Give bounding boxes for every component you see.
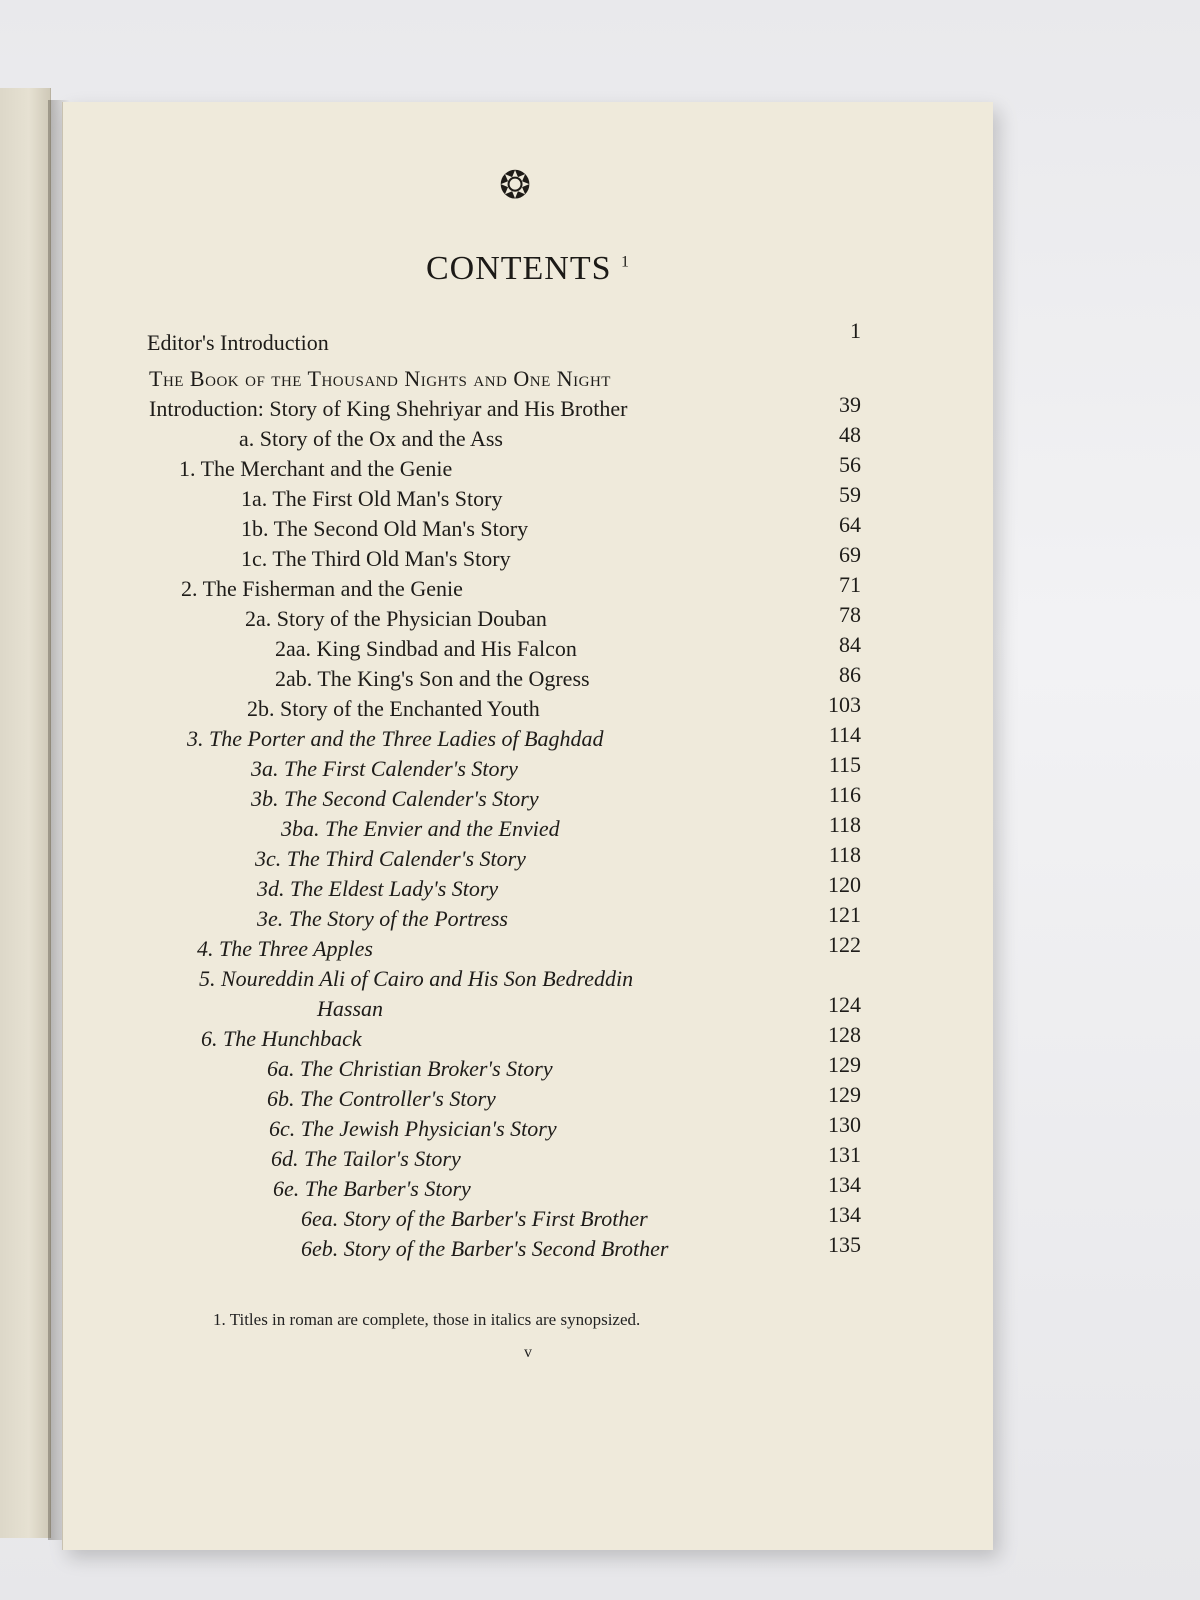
facing-page-edge (0, 88, 51, 1538)
entry-title: 3d. The Eldest Lady's Story (257, 876, 499, 901)
entry-page: 134 (828, 1172, 861, 1197)
entry-title: 2ab. The King's Son and the Ogress (275, 666, 590, 691)
entry-page: 118 (828, 842, 861, 867)
footnote: 1. Titles in roman are complete, those in italics are synopsized. (213, 1310, 641, 1329)
entry-title: 3ba. The Envier and the Envied (281, 816, 560, 841)
entry-page: 39 (839, 392, 861, 417)
entry-page: 134 (828, 1202, 861, 1227)
entry-title: 1a. The First Old Man's Story (241, 486, 503, 511)
entry-page: 130 (828, 1112, 861, 1137)
entry-page: 69 (839, 542, 861, 567)
entry-page: 59 (839, 482, 861, 507)
toc-entry (63, 932, 993, 966)
entry-title: 2b. Story of the Enchanted Youth (247, 696, 540, 721)
entry-page: 118 (828, 812, 861, 837)
entry-page: 131 (828, 1142, 861, 1167)
entry-page: 124 (828, 992, 861, 1017)
contents-page (62, 102, 993, 1550)
entry-title: 6c. The Jewish Physician's Story (269, 1116, 557, 1141)
toc-entry (63, 318, 993, 360)
entry-page: 128 (828, 1022, 861, 1047)
page-number: v (524, 1344, 532, 1361)
entry-page: 84 (839, 632, 861, 657)
entry-title: 6b. The Controller's Story (267, 1086, 496, 1111)
entry-title: 3c. The Third Calender's Story (255, 846, 526, 871)
entry-page: 129 (828, 1082, 861, 1107)
entry-page: 64 (839, 512, 861, 537)
entry-page: 120 (828, 872, 861, 897)
section-title: The Book of the Thousand Nights and One Night (149, 366, 611, 391)
entry-page: 114 (828, 722, 861, 747)
entry-page: 56 (839, 452, 861, 477)
entry-title: 6ea. Story of the Barber's First Brother (301, 1206, 648, 1231)
entry-page: 78 (839, 602, 861, 627)
entry-title: 2a. Story of the Physician Douban (245, 606, 547, 631)
ornament-icon: ❂ (499, 165, 531, 207)
entry-page: 121 (828, 902, 861, 927)
entry-page: 115 (828, 752, 861, 777)
entry-title: 3e. The Story of the Portress (257, 906, 508, 931)
entry-title: a. Story of the Ox and the Ass (239, 426, 503, 451)
entry-title: 6. The Hunchback (201, 1026, 362, 1051)
entry-title: 1b. The Second Old Man's Story (241, 516, 529, 541)
entry-title: 3a. The First Calender's Story (251, 756, 518, 781)
table-of-contents (63, 102, 993, 1550)
entry-title: Editor's Introduction (147, 330, 329, 355)
entry-title: 2. The Fisherman and the Genie (181, 576, 463, 601)
entry-page: 116 (828, 782, 861, 807)
entry-title: 1c. The Third Old Man's Story (241, 546, 511, 571)
entry-title: 6d. The Tailor's Story (271, 1146, 461, 1171)
entry-title: 1. The Merchant and the Genie (179, 456, 453, 481)
entry-title: 2aa. King Sindbad and His Falcon (275, 636, 577, 661)
entry-page: 135 (828, 1232, 861, 1257)
entry-title: 4. The Three Apples (197, 936, 373, 961)
toc-entry (63, 1232, 993, 1266)
entry-page: 122 (828, 932, 861, 957)
entry-title: Introduction: Story of King Shehriyar and His Brother (149, 396, 628, 421)
entry-page: 103 (828, 692, 861, 717)
entry-title: 5. Noureddin Ali of Cairo and His Son Bedreddin (199, 966, 634, 991)
entry-title: 3b. The Second Calender's Story (251, 786, 539, 811)
page-title: CONTENTS $^1$ (425, 250, 631, 287)
entry-page: 86 (839, 662, 861, 687)
entry-page: 48 (839, 422, 861, 447)
entry-page: 71 (839, 572, 861, 597)
entry-title: 6a. The Christian Broker's Story (267, 1056, 553, 1081)
footnote-marker: 1 (621, 253, 631, 271)
entry-title: Hassan (317, 996, 384, 1021)
entry-page: 129 (828, 1052, 861, 1077)
entry-title: 6eb. Story of the Barber's Second Brother (301, 1236, 669, 1261)
entry-title: 3. The Porter and the Three Ladies of Baghdad (187, 726, 604, 751)
entry-page: 1 (850, 318, 861, 343)
entry-title: 6e. The Barber's Story (273, 1176, 471, 1201)
